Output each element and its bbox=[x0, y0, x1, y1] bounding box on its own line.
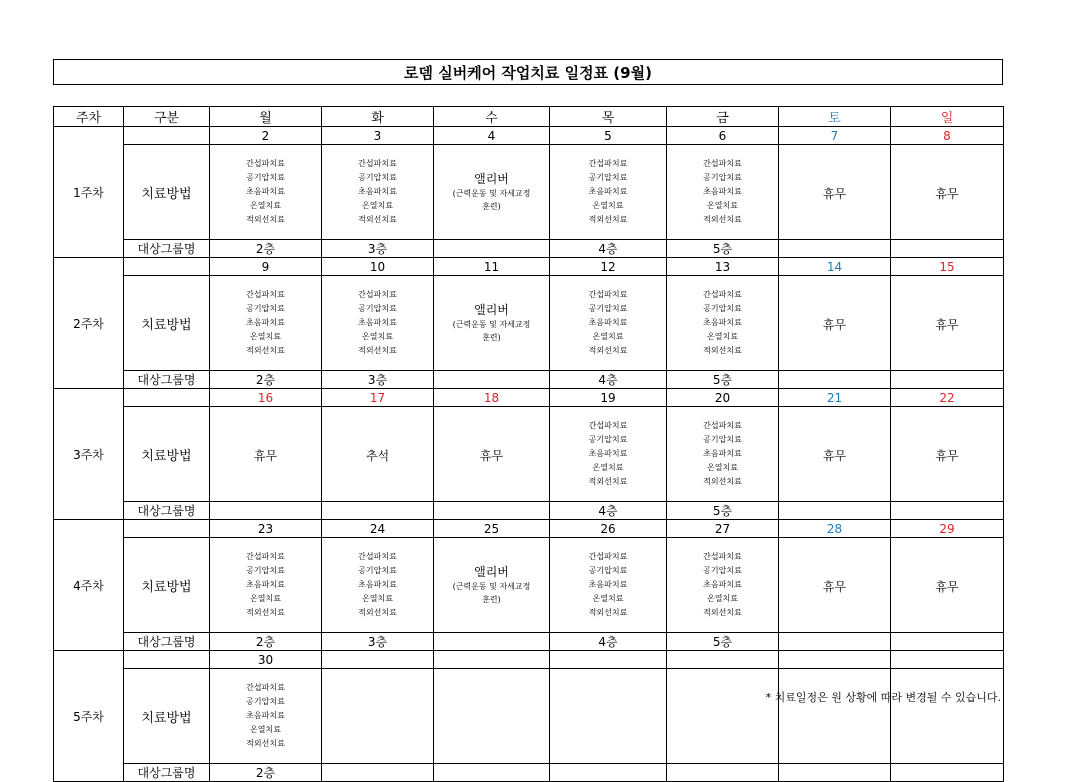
category-blank bbox=[124, 258, 210, 276]
group-sat bbox=[779, 502, 891, 520]
group-label: 대상그룹명 bbox=[124, 764, 210, 782]
treatment-item: 간섭파치료 bbox=[246, 552, 285, 561]
date-sat: 14 bbox=[779, 258, 891, 276]
treatment-item: 공기압치료 bbox=[246, 304, 285, 313]
group-tue bbox=[322, 502, 434, 520]
treatment-item: 초음파치료 bbox=[588, 580, 628, 589]
elliver-note: 훈련) bbox=[482, 332, 501, 342]
treatment-item: 온열치료 bbox=[592, 463, 624, 472]
treatment-item: 간섭파치료 bbox=[703, 421, 742, 430]
treatment-item: 공기압치료 bbox=[703, 566, 742, 575]
method-fri bbox=[667, 276, 779, 371]
method-thu bbox=[550, 276, 667, 371]
treatment-item: 초음파치료 bbox=[246, 187, 285, 196]
header-tue: 화 bbox=[322, 107, 434, 127]
treatment-item: 온열치료 bbox=[362, 201, 393, 210]
treatment-item: 공기압치료 bbox=[588, 435, 628, 444]
date-thu: 12 bbox=[550, 258, 667, 276]
treatment-item: 간섭파치료 bbox=[246, 159, 285, 168]
method-label: 치료방법 bbox=[124, 276, 210, 371]
elliver-note: (근력운동 및 자세교정 bbox=[452, 188, 531, 198]
treatment-item: 초음파치료 bbox=[588, 187, 628, 196]
date-wed: 4 bbox=[434, 127, 550, 145]
treatment-item: 온열치료 bbox=[362, 332, 393, 341]
treatment-item: 적외선치료 bbox=[246, 215, 285, 224]
elliver-program: 앨리버 bbox=[474, 302, 509, 317]
category-blank bbox=[124, 127, 210, 145]
date-tue: 3 bbox=[322, 127, 434, 145]
group-row bbox=[54, 502, 1004, 520]
date-fri: 6 bbox=[667, 127, 779, 145]
method-row bbox=[54, 145, 1004, 240]
method-sun bbox=[891, 669, 1004, 764]
method-fri bbox=[667, 145, 779, 240]
method-tue bbox=[322, 407, 434, 502]
treatment-item: 온열치료 bbox=[362, 594, 393, 603]
treatment-item: 온열치료 bbox=[250, 594, 281, 603]
method-sat bbox=[779, 145, 891, 240]
treatment-item: 초음파치료 bbox=[358, 318, 397, 327]
treatment-item: 초음파치료 bbox=[246, 318, 285, 327]
week-label: 5주차 bbox=[54, 651, 124, 782]
group-sun bbox=[891, 633, 1004, 651]
method-tue bbox=[322, 669, 434, 764]
group-thu: 4층 bbox=[550, 371, 667, 389]
date-thu: 19 bbox=[550, 389, 667, 407]
elliver-note: (근력운동 및 자세교정 bbox=[452, 319, 531, 329]
method-fri bbox=[667, 538, 779, 633]
category-blank bbox=[124, 651, 210, 669]
group-fri: 5층 bbox=[667, 371, 779, 389]
group-wed bbox=[434, 371, 550, 389]
treatment-item: 간섭파치료 bbox=[588, 421, 628, 430]
date-fri: 13 bbox=[667, 258, 779, 276]
treatment-item: 공기압치료 bbox=[358, 566, 397, 575]
method-label: 치료방법 bbox=[124, 407, 210, 502]
treatment-item: 공기압치료 bbox=[246, 566, 285, 575]
treatment-item: 온열치료 bbox=[250, 332, 281, 341]
treatment-item: 온열치료 bbox=[707, 201, 738, 210]
treatment-item: 온열치료 bbox=[250, 725, 281, 734]
treatment-item: 온열치료 bbox=[707, 594, 738, 603]
rest-day: 휴무 bbox=[253, 448, 278, 463]
treatment-item: 적외선치료 bbox=[246, 608, 285, 617]
group-sat bbox=[779, 371, 891, 389]
rest-day: 휴무 bbox=[935, 186, 959, 201]
treatment-item: 공기압치료 bbox=[703, 435, 742, 444]
header-sat: 토 bbox=[779, 107, 891, 127]
treatment-item: 간섭파치료 bbox=[588, 290, 628, 299]
treatment-item: 간섭파치료 bbox=[358, 159, 397, 168]
date-row bbox=[54, 389, 1004, 407]
treatment-item: 공기압치료 bbox=[588, 304, 628, 313]
date-row bbox=[54, 651, 1004, 669]
treatment-item: 초음파치료 bbox=[246, 580, 285, 589]
treatment-item: 적외선치료 bbox=[358, 608, 397, 617]
method-mon bbox=[210, 669, 322, 764]
treatment-item: 온열치료 bbox=[707, 463, 738, 472]
treatment-item: 적외선치료 bbox=[246, 739, 285, 748]
group-tue: 3층 bbox=[322, 633, 434, 651]
date-mon: 23 bbox=[210, 520, 322, 538]
treatment-item: 초음파치료 bbox=[703, 580, 742, 589]
elliver-note: (근력운동 및 자세교정 bbox=[452, 581, 531, 591]
rest-day: 휴무 bbox=[935, 579, 959, 594]
treatment-item: 간섭파치료 bbox=[358, 290, 397, 299]
footnote: * 치료일정은 원 상황에 따라 변경될 수 있습니다. bbox=[765, 691, 1001, 704]
group-mon: 2층 bbox=[210, 764, 322, 782]
rest-day: 휴무 bbox=[822, 186, 847, 201]
method-wed bbox=[434, 538, 550, 633]
group-sat bbox=[779, 764, 891, 782]
header-fri: 금 bbox=[667, 107, 779, 127]
method-mon bbox=[210, 538, 322, 633]
treatment-item: 간섭파치료 bbox=[246, 290, 285, 299]
treatment-item: 간섭파치료 bbox=[703, 290, 742, 299]
treatment-item: 온열치료 bbox=[250, 201, 281, 210]
group-mon: 2층 bbox=[210, 240, 322, 258]
group-row bbox=[54, 371, 1004, 389]
treatment-item: 간섭파치료 bbox=[588, 552, 628, 561]
method-mon bbox=[210, 145, 322, 240]
treatment-item: 적외선치료 bbox=[588, 608, 628, 617]
treatment-item: 온열치료 bbox=[592, 201, 624, 210]
group-row bbox=[54, 240, 1004, 258]
method-mon bbox=[210, 276, 322, 371]
group-label: 대상그룹명 bbox=[124, 502, 210, 520]
group-thu: 4층 bbox=[550, 502, 667, 520]
method-wed bbox=[434, 669, 550, 764]
rest-day: 휴무 bbox=[479, 448, 504, 463]
date-thu: 26 bbox=[550, 520, 667, 538]
treatment-item: 적외선치료 bbox=[588, 477, 628, 486]
group-row bbox=[54, 764, 1004, 782]
method-sat bbox=[779, 407, 891, 502]
category-blank bbox=[124, 520, 210, 538]
method-sat bbox=[779, 669, 891, 764]
group-wed bbox=[434, 240, 550, 258]
date-tue bbox=[322, 651, 434, 669]
method-row bbox=[54, 276, 1004, 371]
date-wed: 11 bbox=[434, 258, 550, 276]
rest-day: 휴무 bbox=[935, 448, 959, 463]
method-row bbox=[54, 669, 1004, 764]
treatment-item: 적외선치료 bbox=[246, 346, 285, 355]
method-thu bbox=[550, 145, 667, 240]
group-sun bbox=[891, 502, 1004, 520]
date-sun: 8 bbox=[891, 127, 1004, 145]
date-sun: 22 bbox=[891, 389, 1004, 407]
treatment-item: 공기압치료 bbox=[246, 697, 285, 706]
week-label: 4주차 bbox=[54, 520, 124, 651]
date-sat: 7 bbox=[779, 127, 891, 145]
group-wed bbox=[434, 764, 550, 782]
treatment-item: 초음파치료 bbox=[703, 449, 742, 458]
date-sat bbox=[779, 651, 891, 669]
method-row bbox=[54, 407, 1004, 502]
date-sun bbox=[891, 651, 1004, 669]
rest-day: 휴무 bbox=[822, 579, 847, 594]
treatment-item: 적외선치료 bbox=[703, 215, 742, 224]
treatment-item: 공기압치료 bbox=[358, 173, 397, 182]
rest-day: 휴무 bbox=[822, 448, 847, 463]
date-thu: 5 bbox=[550, 127, 667, 145]
method-tue bbox=[322, 538, 434, 633]
date-tue: 17 bbox=[322, 389, 434, 407]
date-wed: 18 bbox=[434, 389, 550, 407]
group-tue bbox=[322, 764, 434, 782]
treatment-item: 공기압치료 bbox=[703, 304, 742, 313]
header-row bbox=[54, 107, 1004, 127]
method-wed bbox=[434, 145, 550, 240]
group-sun bbox=[891, 764, 1004, 782]
date-fri bbox=[667, 651, 779, 669]
treatment-item: 초음파치료 bbox=[703, 318, 742, 327]
date-row bbox=[54, 520, 1004, 538]
method-wed bbox=[434, 407, 550, 502]
header-category: 구분 bbox=[124, 107, 210, 127]
treatment-item: 온열치료 bbox=[592, 594, 624, 603]
treatment-item: 적외선치료 bbox=[703, 608, 742, 617]
group-tue: 3층 bbox=[322, 371, 434, 389]
date-tue: 24 bbox=[322, 520, 434, 538]
group-sun bbox=[891, 371, 1004, 389]
treatment-item: 적외선치료 bbox=[358, 346, 397, 355]
method-tue bbox=[322, 145, 434, 240]
treatment-item: 간섭파치료 bbox=[246, 683, 285, 692]
group-fri bbox=[667, 764, 779, 782]
method-fri bbox=[667, 407, 779, 502]
date-thu bbox=[550, 651, 667, 669]
treatment-item: 공기압치료 bbox=[246, 173, 285, 182]
schedule-table bbox=[53, 106, 1004, 782]
group-label: 대상그룹명 bbox=[124, 240, 210, 258]
method-thu bbox=[550, 538, 667, 633]
group-wed bbox=[434, 633, 550, 651]
week-label: 3주차 bbox=[54, 389, 124, 520]
method-label: 치료방법 bbox=[124, 538, 210, 633]
treatment-item: 온열치료 bbox=[707, 332, 738, 341]
group-sat bbox=[779, 633, 891, 651]
date-sat: 28 bbox=[779, 520, 891, 538]
group-fri: 5층 bbox=[667, 633, 779, 651]
treatment-item: 간섭파치료 bbox=[703, 552, 742, 561]
header-sun: 일 bbox=[891, 107, 1004, 127]
method-label: 치료방법 bbox=[124, 145, 210, 240]
treatment-item: 초음파치료 bbox=[358, 187, 397, 196]
date-mon: 9 bbox=[210, 258, 322, 276]
treatment-item: 적외선치료 bbox=[703, 477, 742, 486]
date-mon: 2 bbox=[210, 127, 322, 145]
group-sun bbox=[891, 240, 1004, 258]
date-tue: 10 bbox=[322, 258, 434, 276]
method-tue bbox=[322, 276, 434, 371]
treatment-item: 간섭파치료 bbox=[588, 159, 628, 168]
header-thu: 목 bbox=[550, 107, 667, 127]
group-mon: 2층 bbox=[210, 371, 322, 389]
group-fri: 5층 bbox=[667, 502, 779, 520]
treatment-item: 간섭파치료 bbox=[703, 159, 742, 168]
method-thu bbox=[550, 669, 667, 764]
method-label: 치료방법 bbox=[124, 669, 210, 764]
date-sun: 15 bbox=[891, 258, 1004, 276]
method-row bbox=[54, 538, 1004, 633]
week-label: 2주차 bbox=[54, 258, 124, 389]
method-sat bbox=[779, 276, 891, 371]
treatment-item: 초음파치료 bbox=[246, 711, 285, 720]
elliver-program: 앨리버 bbox=[474, 171, 509, 186]
group-label: 대상그룹명 bbox=[124, 371, 210, 389]
date-wed: 25 bbox=[434, 520, 550, 538]
treatment-item: 적외선치료 bbox=[703, 346, 742, 355]
group-fri: 5층 bbox=[667, 240, 779, 258]
treatment-item: 공기압치료 bbox=[358, 304, 397, 313]
header-mon: 월 bbox=[210, 107, 322, 127]
group-label: 대상그룹명 bbox=[124, 633, 210, 651]
treatment-item: 초음파치료 bbox=[588, 318, 628, 327]
category-blank bbox=[124, 389, 210, 407]
method-thu bbox=[550, 407, 667, 502]
group-mon: 2층 bbox=[210, 633, 322, 651]
treatment-item: 공기압치료 bbox=[588, 173, 628, 182]
header-week: 주차 bbox=[54, 107, 124, 127]
treatment-item: 적외선치료 bbox=[358, 215, 397, 224]
treatment-item: 공기압치료 bbox=[703, 173, 742, 182]
treatment-item: 초음파치료 bbox=[358, 580, 397, 589]
group-wed bbox=[434, 502, 550, 520]
treatment-item: 적외선치료 bbox=[588, 346, 628, 355]
schedule-title: 로뎀 실버케어 작업치료 일정표 (9월) bbox=[53, 59, 1003, 85]
rest-day: 휴무 bbox=[935, 317, 959, 332]
date-mon: 30 bbox=[210, 651, 322, 669]
group-thu: 4층 bbox=[550, 633, 667, 651]
group-row bbox=[54, 633, 1004, 651]
group-tue: 3층 bbox=[322, 240, 434, 258]
treatment-item: 초음파치료 bbox=[703, 187, 742, 196]
date-sat: 21 bbox=[779, 389, 891, 407]
method-fri bbox=[667, 669, 779, 764]
date-fri: 20 bbox=[667, 389, 779, 407]
elliver-note: 훈련) bbox=[482, 594, 501, 604]
treatment-item: 적외선치료 bbox=[588, 215, 628, 224]
elliver-program: 앨리버 bbox=[474, 564, 509, 579]
date-sun: 29 bbox=[891, 520, 1004, 538]
header-wed: 수 bbox=[434, 107, 550, 127]
treatment-item: 온열치료 bbox=[592, 332, 624, 341]
group-thu: 4층 bbox=[550, 240, 667, 258]
treatment-item: 공기압치료 bbox=[588, 566, 628, 575]
method-sun bbox=[891, 276, 1004, 371]
elliver-note: 훈련) bbox=[482, 201, 501, 211]
treatment-item: 초음파치료 bbox=[588, 449, 628, 458]
method-mon bbox=[210, 407, 322, 502]
method-sun bbox=[891, 407, 1004, 502]
group-thu bbox=[550, 764, 667, 782]
date-row bbox=[54, 258, 1004, 276]
date-wed bbox=[434, 651, 550, 669]
date-fri: 27 bbox=[667, 520, 779, 538]
chuseok-holiday: 추석 bbox=[365, 448, 390, 463]
method-wed bbox=[434, 276, 550, 371]
date-mon: 16 bbox=[210, 389, 322, 407]
week-label: 1주차 bbox=[54, 127, 124, 258]
date-row bbox=[54, 127, 1004, 145]
treatment-item: 간섭파치료 bbox=[358, 552, 397, 561]
method-sat bbox=[779, 538, 891, 633]
method-sun bbox=[891, 538, 1004, 633]
rest-day: 휴무 bbox=[822, 317, 847, 332]
group-sat bbox=[779, 240, 891, 258]
group-mon bbox=[210, 502, 322, 520]
method-sun bbox=[891, 145, 1004, 240]
